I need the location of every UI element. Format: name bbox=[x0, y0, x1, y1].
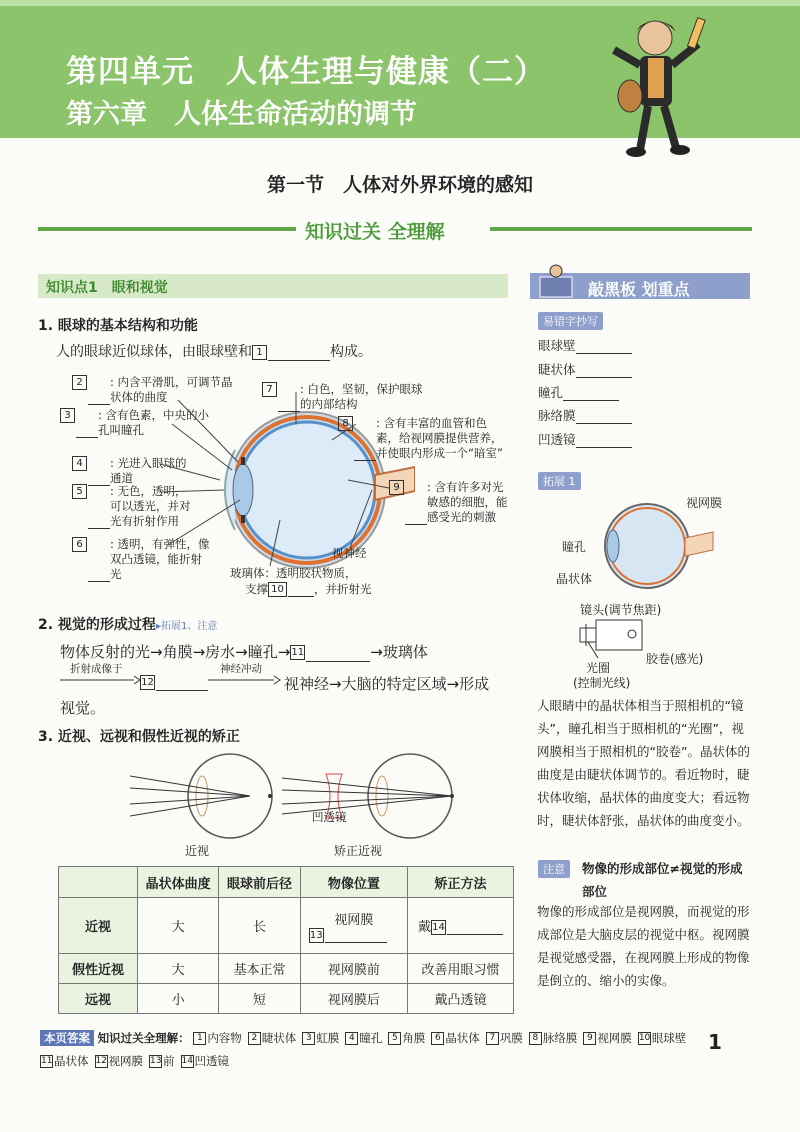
table-cell: 短 bbox=[219, 984, 300, 1014]
answer-text: 晶状体 bbox=[445, 1031, 480, 1045]
answer-text: 瞳孔 bbox=[359, 1031, 383, 1045]
table-cell: 长 bbox=[219, 898, 300, 954]
blank-box-14: 14 bbox=[432, 922, 445, 933]
note-text: 物像的形成部位是视网膜，而视觉的形成部位是大脑皮层的视觉中枢。视网膜是视觉感受器，在视网膜上形成的物像是倒立的、缩小的实像。 bbox=[537, 904, 750, 988]
table-header: 眼球前后径 bbox=[219, 867, 300, 898]
table-cell-text: 视网膜 bbox=[334, 912, 374, 928]
table-header: 物像位置 bbox=[300, 867, 407, 898]
blank-box-5: 5 bbox=[72, 484, 87, 499]
table-cell: 大 bbox=[138, 898, 219, 954]
answer-number: 11 bbox=[41, 1056, 53, 1066]
vitreous-before: 支撑 bbox=[245, 582, 268, 596]
blank-box-11: 11 bbox=[291, 647, 305, 658]
answer-item bbox=[193, 1031, 242, 1045]
s2-line1-after: →玻璃体 bbox=[370, 643, 428, 661]
arrow-label-2: 神经冲动 bbox=[220, 663, 262, 675]
arrow-label-1: 折射成像于 bbox=[70, 663, 123, 675]
answer-item bbox=[431, 1031, 480, 1045]
unit-title: 第四单元 人体生理与健康（二） bbox=[66, 54, 546, 90]
label-5 bbox=[72, 484, 192, 529]
table-header: 晶状体曲度 bbox=[138, 867, 219, 898]
label-8-text: : 含有丰富的血管和色素，给视网膜提供营养，并使眼内形成一个“暗室” bbox=[376, 416, 503, 460]
caption-myopia: 近视 bbox=[185, 844, 210, 858]
answer-item bbox=[248, 1031, 297, 1045]
typo-item bbox=[538, 406, 632, 424]
sidebar-header-title: 敲黑板 划重点 bbox=[588, 280, 690, 299]
s2-line2: 视神经→大脑的特定区域→形成 bbox=[284, 675, 490, 693]
answer-number: 5 bbox=[388, 1032, 401, 1045]
blank-box-12: 12 bbox=[141, 677, 154, 688]
aperture-label-b: (控制光线) bbox=[573, 676, 631, 690]
table-cell: 基本正常 bbox=[219, 954, 300, 984]
blank-line-1[interactable] bbox=[268, 346, 330, 361]
answer-item bbox=[388, 1031, 425, 1045]
answer-item bbox=[345, 1031, 382, 1045]
answer-text: 凹透镜 bbox=[194, 1054, 229, 1068]
blank-line-3[interactable] bbox=[76, 425, 98, 438]
extension-tag: 拓展 1 bbox=[538, 472, 581, 490]
label-4-text: : 光进入眼球的通道 bbox=[110, 456, 187, 485]
film-label: 胶卷(感光) bbox=[646, 652, 704, 666]
answer-item bbox=[149, 1054, 175, 1068]
table-row bbox=[59, 954, 514, 984]
camera-diagram bbox=[570, 616, 646, 662]
answer-number: 2 bbox=[248, 1032, 261, 1045]
answer-number: 13 bbox=[150, 1056, 162, 1066]
typo-item-blank[interactable] bbox=[576, 434, 632, 448]
blank-line-9[interactable] bbox=[405, 512, 427, 525]
label-3 bbox=[60, 408, 216, 438]
table-row bbox=[59, 898, 514, 954]
typo-item-label: 眼球壁 bbox=[538, 338, 576, 353]
answer-text: 虹膜 bbox=[316, 1031, 340, 1045]
typo-item-label: 睫状体 bbox=[538, 362, 576, 377]
answer-text: 脉络膜 bbox=[542, 1031, 578, 1045]
section-title: 第一节 人体对外界环境的感知 bbox=[266, 174, 533, 196]
answer-text: 晶状体 bbox=[54, 1054, 89, 1068]
blank-line-5[interactable] bbox=[88, 516, 110, 529]
answer-item bbox=[40, 1054, 89, 1068]
table-header bbox=[59, 867, 138, 898]
label-8 bbox=[338, 416, 504, 461]
extension-text: 人眼睛中的晶状体相当于照相机的“镜头”，瞳孔相当于照相机的“光圈”，视网膜相当于照相机的“胶卷”。晶状体的曲度是由睫状体调节的。看近物时，睫状体收缩，晶状体的曲度变大；看远物时，睫状体舒张，晶状体的曲度变小。 bbox=[537, 698, 750, 828]
answer-text: 角膜 bbox=[402, 1031, 426, 1045]
blank-line-6[interactable] bbox=[88, 569, 110, 582]
answer-number: 4 bbox=[345, 1032, 358, 1045]
blank-box-1: 1 bbox=[252, 345, 267, 360]
answer-number: 6 bbox=[431, 1032, 444, 1045]
vision-comparison-table bbox=[58, 866, 514, 1014]
label-6-text: : 透明，有弹性，像双凸透镜，能折射光 bbox=[110, 537, 210, 581]
row-name: 假性近视 bbox=[59, 954, 138, 984]
answer-number: 10 bbox=[638, 1033, 651, 1043]
blank-box-8: 8 bbox=[338, 416, 353, 431]
knowledge-point-title: 知识点1 眼和视觉 bbox=[46, 280, 168, 296]
knowledge-point-header bbox=[38, 274, 508, 298]
answer-item bbox=[529, 1031, 578, 1045]
label-7-text: : 白色，坚韧，保护眼球的内部结构 bbox=[300, 382, 423, 411]
answer-text: 内容物 bbox=[207, 1031, 242, 1045]
small-eye-diagram bbox=[595, 498, 715, 598]
blank-line-8[interactable] bbox=[354, 448, 376, 461]
typo-item bbox=[538, 430, 632, 448]
cartoon-student-figure bbox=[600, 10, 715, 162]
blackboard-icon bbox=[536, 263, 576, 299]
table-cell: 视网膜前 bbox=[300, 954, 407, 984]
table-cell: 改善用眼习惯 bbox=[407, 954, 513, 984]
note-title: 物像的形成部位≠视觉的形成部位 bbox=[582, 861, 743, 899]
answer-number: 14 bbox=[181, 1056, 193, 1066]
blank-line-14[interactable] bbox=[447, 921, 503, 935]
vitreous-label-b bbox=[245, 582, 372, 597]
blank-box-9: 9 bbox=[389, 480, 404, 495]
typo-item-blank[interactable] bbox=[563, 387, 619, 401]
answer-text: 巩膜 bbox=[499, 1031, 523, 1045]
table-header: 矫正方法 bbox=[407, 867, 513, 898]
s2-heading bbox=[38, 614, 217, 634]
aperture-label-a: 光圈 bbox=[586, 661, 611, 675]
vitreous-label-a: 玻璃体：透明胶状物质， bbox=[230, 566, 357, 580]
note-tag: 注意 bbox=[538, 860, 570, 878]
answer-text: 视网膜 bbox=[108, 1054, 143, 1068]
divider-left bbox=[38, 227, 296, 231]
blank-line-12[interactable] bbox=[156, 675, 208, 691]
typo-item bbox=[538, 360, 632, 378]
vitreous-after: ，并折射光 bbox=[314, 582, 372, 596]
table-row bbox=[59, 984, 514, 1014]
label-6 bbox=[72, 537, 212, 582]
blank-box-3: 3 bbox=[60, 408, 75, 423]
pupil-label: 瞳孔 bbox=[562, 540, 587, 554]
answer-number: 12 bbox=[95, 1056, 107, 1066]
typo-item-blank[interactable] bbox=[576, 364, 632, 378]
answer-title: 知识过关全理解： bbox=[97, 1031, 190, 1045]
answer-item bbox=[486, 1031, 523, 1045]
optic-nerve-label: 视神经 bbox=[332, 546, 367, 560]
blank-box-10: 10 bbox=[268, 582, 287, 597]
s1-heading: 1. 眼球的基本结构和功能 bbox=[38, 318, 198, 334]
answer-item bbox=[181, 1054, 230, 1068]
blank-line-10[interactable] bbox=[288, 584, 314, 597]
typo-item bbox=[538, 336, 632, 354]
blank-line-2[interactable] bbox=[88, 392, 110, 405]
answer-number: 9 bbox=[583, 1032, 596, 1045]
answer-text: 前 bbox=[163, 1054, 175, 1068]
vision-correction-diagram bbox=[130, 748, 530, 848]
s2-blank-12 bbox=[140, 673, 208, 691]
retina-label: 视网膜 bbox=[686, 496, 723, 510]
typo-item-blank[interactable] bbox=[576, 410, 632, 424]
blank-box-2: 2 bbox=[72, 375, 87, 390]
answer-text: 睫状体 bbox=[261, 1031, 297, 1045]
label-2-text: : 内含平滑肌，可调节晶状体的曲度 bbox=[110, 375, 233, 404]
answer-number: 1 bbox=[193, 1032, 206, 1045]
answer-item bbox=[302, 1031, 339, 1045]
answer-tag: 本页答案 bbox=[40, 1030, 94, 1046]
typo-item-blank[interactable] bbox=[576, 340, 632, 354]
blank-line-13[interactable] bbox=[325, 929, 387, 943]
s2-line1-before: 物体反射的光→角膜→房水→瞳孔→ bbox=[60, 643, 291, 661]
label-4 bbox=[72, 456, 190, 486]
typo-tag: 易错字抄写 bbox=[538, 312, 603, 330]
lens-label: 晶状体 bbox=[556, 572, 593, 586]
knowledge-bar-label: 知识过关 全理解 bbox=[305, 221, 445, 243]
table-cell bbox=[407, 898, 513, 954]
s1-intro bbox=[56, 341, 372, 361]
table-cell-text: 戴 bbox=[417, 920, 431, 935]
answer-number: 8 bbox=[529, 1032, 542, 1045]
table-header-row bbox=[59, 867, 514, 898]
s2-heading-text: 2. 视觉的形成过程 bbox=[38, 617, 156, 633]
answer-number: 3 bbox=[302, 1032, 315, 1045]
blank-box-4: 4 bbox=[72, 456, 87, 471]
answer-number: 7 bbox=[486, 1032, 499, 1045]
camera-lens-label: 镜头(调节焦距) bbox=[580, 603, 662, 617]
blank-line-11[interactable] bbox=[306, 646, 370, 662]
typo-item bbox=[538, 383, 619, 401]
blank-line-7[interactable] bbox=[278, 399, 300, 412]
table-cell: 大 bbox=[138, 954, 219, 984]
s2-line1 bbox=[60, 641, 428, 662]
row-name: 远视 bbox=[59, 984, 138, 1014]
s2-line3: 视觉。 bbox=[60, 699, 106, 717]
typo-item-label: 瞳孔 bbox=[538, 385, 564, 400]
sidebar-header bbox=[530, 273, 750, 299]
row-name: 近视 bbox=[59, 898, 138, 954]
table-cell bbox=[300, 898, 407, 954]
typo-item-label: 脉络膜 bbox=[538, 408, 576, 423]
chapter-title: 第六章 人体生命活动的调节 bbox=[66, 99, 417, 130]
answer-text: 视网膜 bbox=[597, 1031, 632, 1045]
label-7 bbox=[262, 382, 428, 412]
blank-box-6: 6 bbox=[72, 537, 87, 552]
page-number: 1 bbox=[708, 1030, 722, 1054]
label-2 bbox=[72, 375, 240, 405]
answer-key bbox=[40, 1027, 700, 1073]
label-3-text: : 含有色素，中央的小孔叫瞳孔 bbox=[98, 408, 210, 437]
answer-text: 眼球壁 bbox=[651, 1031, 687, 1045]
s2-heading-note: ▸拓展1、注意 bbox=[155, 621, 218, 632]
blank-box-7: 7 bbox=[262, 382, 277, 397]
label-9-text: : 含有许多对光敏感的细胞，能感受光的刺激 bbox=[427, 480, 508, 524]
caption-corrected: 矫正近视 bbox=[334, 844, 383, 858]
concave-lens-label: 凹透镜 bbox=[312, 810, 347, 824]
label-5-text: : 无色，透明，可以透光，并对光有折射作用 bbox=[110, 484, 191, 528]
blank-box-13: 13 bbox=[309, 929, 323, 941]
table-cell: 视网膜后 bbox=[300, 984, 407, 1014]
table-cell: 戴凸透镜 bbox=[407, 984, 513, 1014]
s3-heading: 3. 近视、远视和假性近视的矫正 bbox=[38, 729, 240, 745]
answer-item bbox=[95, 1054, 144, 1068]
divider-right bbox=[490, 227, 752, 231]
label-9 bbox=[389, 480, 511, 525]
s1-intro-after: 构成。 bbox=[330, 344, 372, 360]
table-cell: 小 bbox=[138, 984, 219, 1014]
answer-item bbox=[583, 1031, 632, 1045]
typo-item-label: 凹透镜 bbox=[538, 432, 576, 447]
answer-item bbox=[638, 1031, 687, 1045]
banner-stripe bbox=[0, 0, 800, 6]
s1-intro-before: 人的眼球近似球体，由眼球壁和 bbox=[56, 344, 252, 360]
